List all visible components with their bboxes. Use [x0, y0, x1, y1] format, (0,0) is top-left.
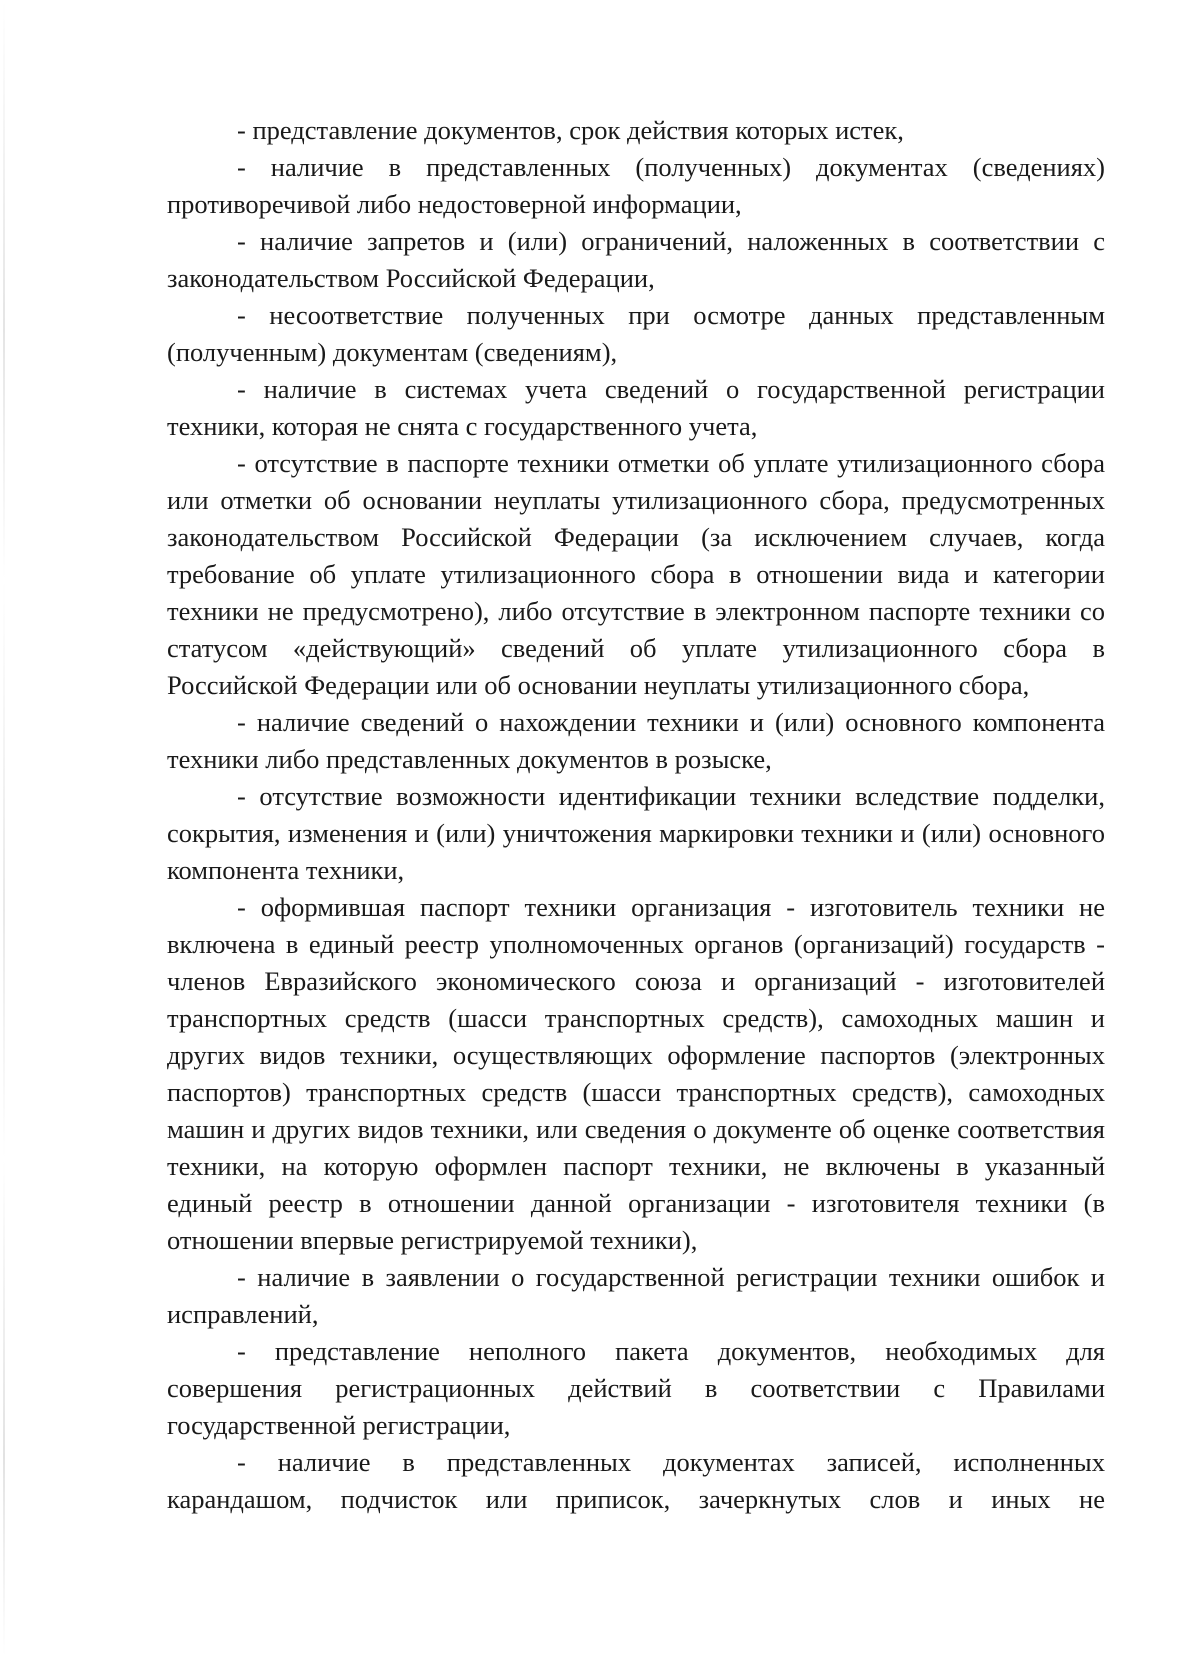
document-body [167, 112, 1105, 1518]
list-item: - наличие в представленных документах записей, исполненных карандашом, подчисток или приписок, зачеркнутых слов и иных не [167, 1447, 1105, 1514]
list-item: - наличие запретов и (или) ограничений, наложенных в соответствии с законодательством Российской Федерации, [167, 226, 1105, 293]
list-item: - наличие в заявлении о государственной регистрации техники ошибок и исправлений, [167, 1262, 1105, 1329]
list-item: - наличие в системах учета сведений о государственной регистрации техники, которая не снята с государственного учета, [167, 374, 1105, 441]
list-item: - наличие сведений о нахождении техники и (или) основного компонента техники либо представленных документов в розыске, [167, 707, 1105, 774]
list-item: - отсутствие возможности идентификации техники вследствие подделки, сокрытия, изменения и (или) уничтожения маркировки техники и (или) основного компонента техники, [167, 781, 1105, 885]
scan-edge-shadow [3, 0, 5, 1656]
list-item: - представление неполного пакета документов, необходимых для совершения регистрационных действий в соответствии с Правилами государственной регистрации, [167, 1336, 1105, 1440]
list-item: - отсутствие в паспорте техники отметки об уплате утилизационного сбора или отметки об основании неуплаты утилизационного сбора, предусмотренных законодательством Российской Федерации (за исключением случаев, когда требование об уплате утилизационного сбора в отношении вида и категории техники не предусмотрено), либо отсутствие в электронном паспорте техники со статусом «действующий» сведений об уплате утилизационного сбора в Российской Федерации или об основании неуплаты утилизационного сбора, [167, 448, 1105, 700]
list-item: - оформившая паспорт техники организация - изготовитель техники не включена в единый реестр уполномоченных органов (организаций) государств - членов Евразийского экономического союза и организаций - изготовителей транспортных средств (шасси транспортных средств), самоходных машин и других видов техники, осуществляющих оформление паспортов (электронных паспортов) транспортных средств (шасси транспортных средств), самоходных машин и других видов техники, или сведения о документе об оценке соответствия техники, на которую оформлен паспорт техники, не включены в указанный единый реестр в отношении данной организации - изготовителя техники (в отношении впервые регистрируемой техники), [167, 892, 1105, 1255]
list-item: - несоответствие полученных при осмотре данных представленным (полученным) документам (сведениям), [167, 300, 1105, 367]
list-item: - представление документов, срок действия которых истек, [237, 115, 904, 145]
list-item: - наличие в представленных (полученных) документах (сведениях) противоречивой либо недостоверной информации, [167, 152, 1105, 219]
